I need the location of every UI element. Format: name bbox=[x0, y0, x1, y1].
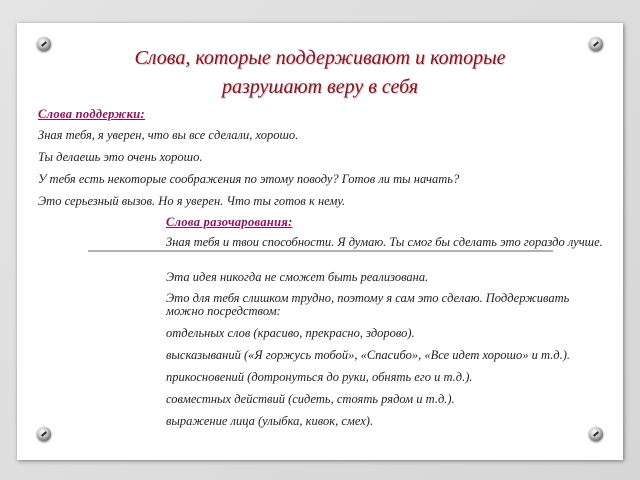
disappointment-line: отдельных слов (красиво, прекрасно, здорово). bbox=[166, 326, 415, 340]
disappointment-heading: Слова разочарования: bbox=[166, 215, 293, 229]
pin-top-left-icon bbox=[37, 37, 51, 51]
support-line: У тебя есть некоторые соображения по этому поводу? Готов ли ты начать? bbox=[38, 172, 460, 186]
disappointment-line: совместных действий (сидеть, стоять рядом и т.д.). bbox=[166, 392, 455, 406]
page-title bbox=[60, 44, 580, 102]
support-line: Ты делаешь это очень хорошо. bbox=[38, 150, 203, 164]
disappointment-line: выражение лица (улыбка, кивок, смех). bbox=[166, 414, 374, 428]
disappointment-line: Эта идея никогда не сможет быть реализована. bbox=[166, 270, 429, 284]
disappointment-line: Это для тебя слишком трудно, поэтому я сам это сделаю. Поддерживать можно посредством: bbox=[166, 291, 570, 318]
support-line: Это серьезный вызов. Но я уверен. Что ты готов к нему. bbox=[38, 194, 346, 208]
divider-line bbox=[88, 250, 553, 252]
pin-bottom-left-icon bbox=[37, 427, 51, 441]
disappointment-line: прикосновений (дотронуться до руки, обнять его и т.д.). bbox=[166, 370, 473, 384]
disappointment-line: высказываний («Я горжусь тобой», «Спасибо», «Все идет хорошо» и т.д.). bbox=[166, 348, 570, 362]
title-line-1: Слова, которые поддерживают и которые bbox=[134, 47, 506, 69]
disappointment-line: Зная тебя и твои способности. Я думаю. Ты смог бы сделать это гораздо лучше. bbox=[166, 235, 603, 249]
pin-bottom-right-icon bbox=[589, 427, 603, 441]
pin-top-right-icon bbox=[589, 37, 603, 51]
title-line-2: разрушают веру в себя bbox=[222, 76, 418, 98]
support-line: Зная тебя, я уверен, что вы все сделали, хорошо. bbox=[38, 128, 299, 142]
support-heading: Слова поддержки: bbox=[38, 107, 145, 121]
